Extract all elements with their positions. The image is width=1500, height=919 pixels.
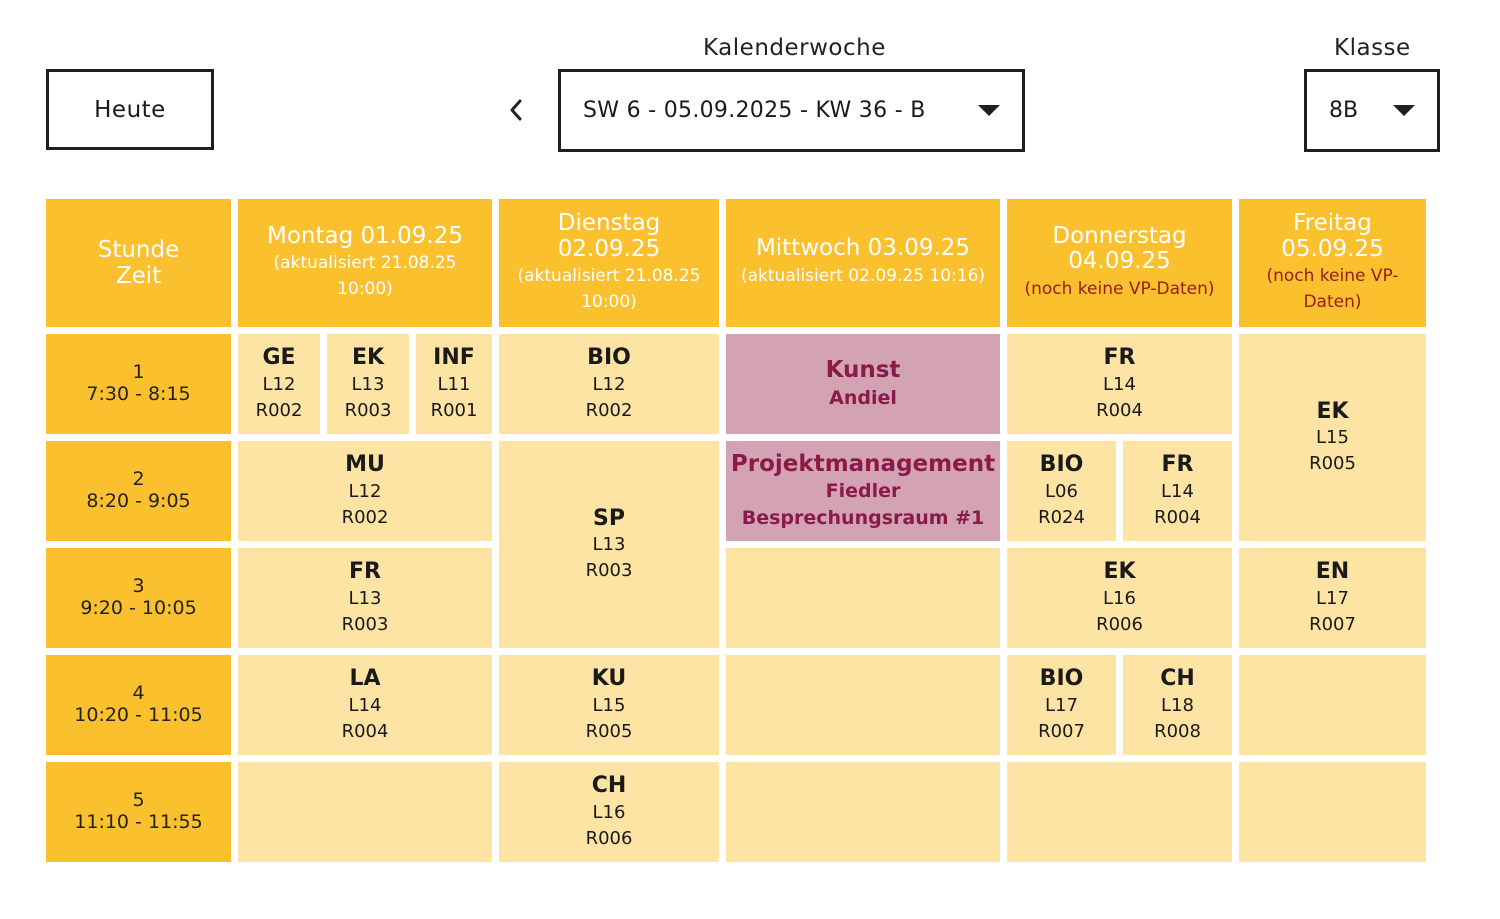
lesson-subject: BIO	[1039, 452, 1084, 478]
lesson-teacher: L12	[592, 373, 626, 395]
lesson-room: R002	[341, 506, 389, 528]
header-stunde: Stunde	[97, 236, 180, 263]
lesson-subject: KU	[591, 666, 627, 692]
class-select-value: 8B	[1329, 98, 1359, 123]
lesson-cell[interactable]	[1007, 655, 1116, 755]
period-time: 8:20 - 9:05	[86, 490, 191, 512]
day-date: Montag 01.09.25	[267, 222, 463, 249]
today-button[interactable]: Heute	[46, 69, 214, 150]
lesson-cell[interactable]	[238, 334, 320, 434]
lesson-subject: EN	[1315, 559, 1350, 585]
lesson-subject: LA	[349, 666, 381, 692]
lesson-subject: EK	[351, 345, 385, 371]
lesson-room: R008	[1154, 720, 1201, 742]
lesson-cell[interactable]	[238, 548, 492, 648]
lesson-room: R004	[1154, 506, 1201, 528]
lesson-subject: FR	[1103, 345, 1136, 371]
lesson-cell[interactable]	[238, 655, 492, 755]
event-teacher: Fiedler	[825, 480, 901, 503]
week-select[interactable]	[558, 69, 1025, 152]
lesson-cell[interactable]	[499, 334, 719, 434]
empty-cell	[726, 762, 1000, 862]
lesson-room: R001	[430, 399, 478, 421]
monday-p1-group	[238, 334, 492, 434]
lesson-teacher: L18	[1161, 694, 1194, 716]
period-number: 2	[132, 468, 145, 491]
event-title: Kunst	[825, 356, 901, 383]
lesson-room: R006	[585, 827, 633, 849]
empty-cell	[1239, 655, 1426, 755]
lesson-room: R002	[585, 399, 633, 421]
lesson-room: R007	[1309, 613, 1356, 635]
lesson-room: R005	[585, 720, 633, 742]
lesson-room: R002	[255, 399, 303, 421]
lesson-cell[interactable]	[499, 441, 719, 648]
event-cell[interactable]	[726, 334, 1000, 434]
lesson-cell[interactable]	[1239, 548, 1426, 648]
lesson-room: R005	[1309, 453, 1356, 475]
lesson-subject: EK	[1316, 398, 1349, 424]
lesson-subject: MU	[345, 452, 385, 478]
empty-cell	[1007, 762, 1232, 862]
event-teacher: Andiel	[829, 386, 897, 409]
class-label: Klasse	[1334, 35, 1411, 61]
lesson-teacher: L13	[592, 534, 626, 556]
lesson-cell[interactable]	[1007, 548, 1232, 648]
period-time: 7:30 - 8:15	[86, 383, 191, 405]
lesson-cell[interactable]	[416, 334, 492, 434]
lesson-teacher: L14	[1103, 373, 1136, 395]
day-date: Dienstag 02.09.25	[557, 209, 661, 262]
week-label: Kalenderwoche	[703, 35, 886, 61]
lesson-teacher: L11	[437, 373, 471, 395]
day-header-friday	[1239, 199, 1426, 327]
week-select-value: SW 6 - 05.09.2025 - KW 36 - B	[583, 98, 926, 123]
caret-down-icon	[1393, 105, 1415, 116]
empty-cell	[726, 548, 1000, 648]
lesson-cell[interactable]	[1123, 441, 1232, 541]
empty-cell	[726, 655, 1000, 755]
lesson-teacher: L16	[592, 801, 626, 823]
lesson-teacher: L16	[1103, 587, 1136, 609]
period-number: 3	[132, 575, 145, 598]
thursday-p4-group	[1007, 655, 1232, 755]
lesson-subject: SP	[593, 505, 625, 531]
class-select[interactable]	[1304, 69, 1440, 152]
day-date: Donnerstag 04.09.25	[1052, 222, 1187, 275]
lesson-room: R004	[1096, 399, 1143, 421]
chevron-left-icon	[509, 98, 523, 122]
lesson-teacher: L13	[351, 373, 385, 395]
timetable	[46, 199, 1427, 865]
day-note: (noch keine VP-Daten)	[1266, 266, 1399, 312]
lesson-teacher: L14	[1161, 480, 1194, 502]
period-2	[46, 441, 231, 541]
period-time: 9:20 - 10:05	[80, 597, 197, 619]
empty-cell	[1239, 762, 1426, 862]
lesson-cell[interactable]	[1123, 655, 1232, 755]
day-note: (aktualisiert 21.08.25 10:00)	[517, 266, 701, 312]
period-3	[46, 548, 231, 648]
lesson-teacher: L13	[348, 587, 382, 609]
lesson-subject: CH	[1160, 666, 1195, 692]
header-corner	[46, 199, 231, 327]
lesson-subject: EK	[1103, 559, 1136, 585]
day-date: Mittwoch 03.09.25	[755, 235, 971, 262]
day-header-thursday	[1007, 199, 1232, 327]
lesson-subject: INF	[433, 345, 475, 371]
lesson-room: R004	[341, 720, 389, 742]
period-number: 1	[132, 361, 145, 384]
lesson-teacher: L15	[1316, 427, 1349, 449]
lesson-cell[interactable]	[1007, 441, 1116, 541]
period-5	[46, 762, 231, 862]
lesson-room: R003	[344, 399, 392, 421]
lesson-subject: FR	[1161, 452, 1194, 478]
lesson-teacher: L14	[348, 694, 382, 716]
lesson-teacher: L12	[262, 373, 296, 395]
lesson-teacher: L06	[1045, 480, 1078, 502]
lesson-subject: BIO	[1039, 666, 1084, 692]
lesson-subject: GE	[262, 345, 296, 371]
lesson-subject: BIO	[587, 345, 631, 371]
event-room: Besprechungsraum #1	[741, 506, 985, 529]
day-header-monday	[238, 199, 492, 327]
lesson-cell[interactable]	[238, 441, 492, 541]
period-4	[46, 655, 231, 755]
period-time: 11:10 - 11:55	[74, 811, 203, 833]
prev-week-button[interactable]	[503, 94, 529, 126]
lesson-cell[interactable]	[1007, 334, 1232, 434]
day-header-tuesday	[499, 199, 719, 327]
day-note: (noch keine VP-Daten)	[1024, 279, 1215, 299]
period-number: 5	[132, 789, 145, 812]
lesson-cell[interactable]	[327, 334, 409, 434]
lesson-cell[interactable]	[1239, 334, 1426, 541]
lesson-room: R006	[1096, 613, 1143, 635]
lesson-teacher: L12	[348, 480, 382, 502]
lesson-subject: CH	[591, 773, 627, 799]
lesson-teacher: L17	[1316, 587, 1349, 609]
period-number: 4	[132, 682, 145, 705]
thursday-p2-group	[1007, 441, 1232, 541]
day-note: (aktualisiert 21.08.25 10:00)	[273, 253, 457, 299]
day-date: Freitag 05.09.25	[1281, 209, 1384, 262]
day-note: (aktualisiert 02.09.25 10:16)	[740, 266, 986, 287]
lesson-cell[interactable]	[499, 762, 719, 862]
lesson-cell[interactable]	[499, 655, 719, 755]
caret-down-icon	[978, 105, 1000, 116]
period-time: 10:20 - 11:05	[74, 704, 203, 726]
lesson-room: R007	[1038, 720, 1085, 742]
period-1	[46, 334, 231, 434]
lesson-room: R003	[585, 560, 633, 582]
lesson-teacher: L15	[592, 694, 626, 716]
empty-cell	[238, 762, 492, 862]
lesson-room: R024	[1038, 506, 1085, 528]
lesson-room: R003	[341, 613, 389, 635]
lesson-teacher: L17	[1045, 694, 1078, 716]
event-cell[interactable]	[726, 441, 1000, 541]
day-header-wednesday	[726, 199, 1000, 327]
event-title: Projektmanagement	[730, 450, 996, 477]
header-zeit: Zeit	[115, 263, 162, 289]
lesson-subject: FR	[349, 559, 381, 585]
